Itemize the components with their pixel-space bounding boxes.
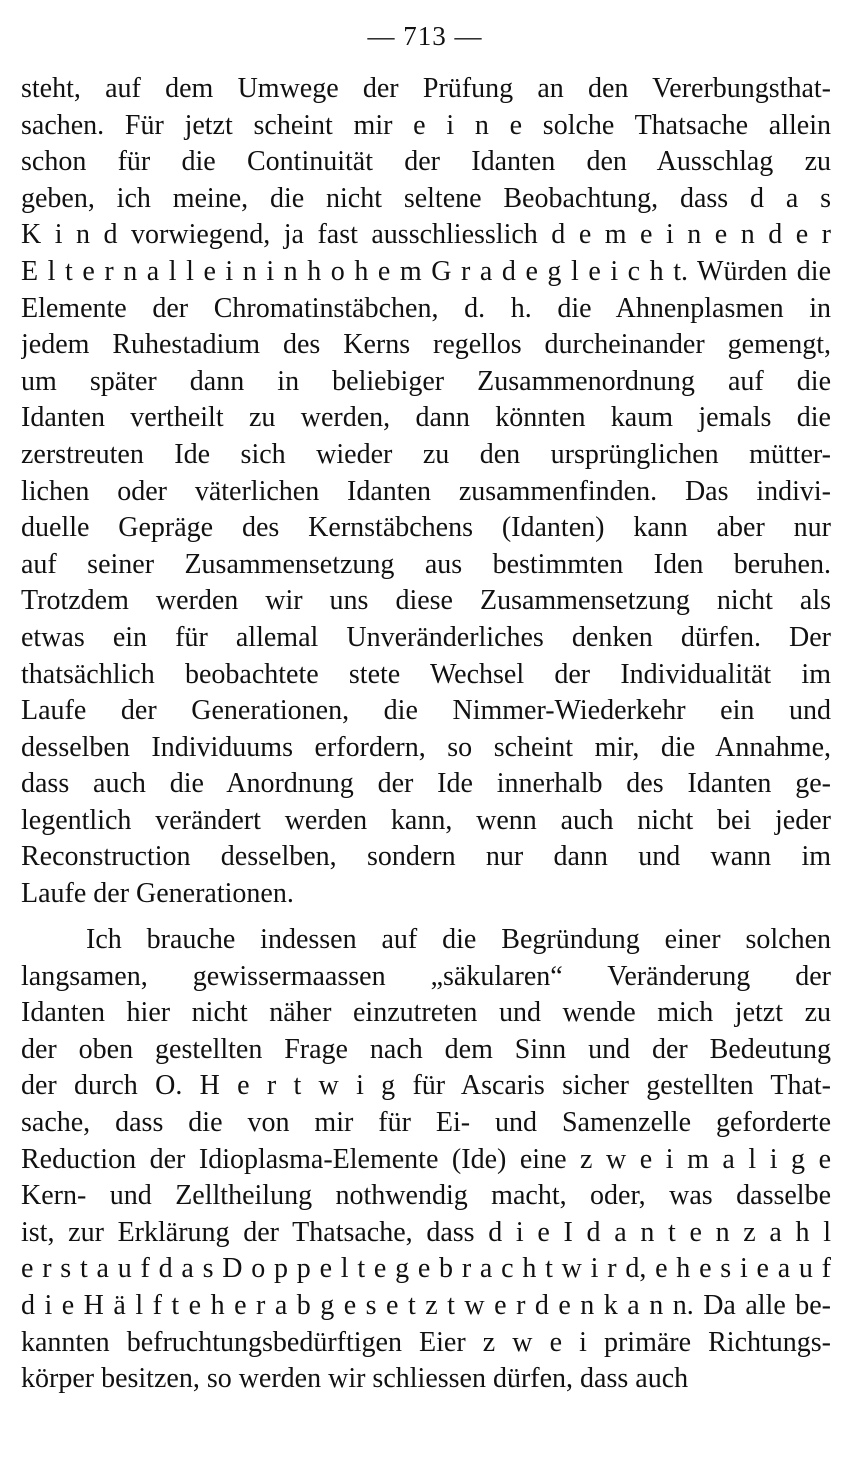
text-line: schon für die Continuität der Idanten den Ausschlag zu (21, 146, 831, 178)
text-line: etwas ein für allemal Unveränderliches denken dürfen. Der (21, 621, 831, 653)
page-number: — 713 — (367, 21, 483, 51)
text-line: e r s t a u f d a s D o p p e l t e g e b r a c h t w i r d, e h e s i e a u f (21, 1253, 831, 1285)
paragraph-2 (21, 922, 831, 1398)
text-line: Elemente der Chromatinstäbchen, d. h. die Ahnenplasmen in (21, 292, 831, 324)
text-line: der durch O. H e r t w i g für Ascaris sicher gestellten That- (21, 1070, 831, 1102)
text-line: Kern- und Zelltheilung nothwendig macht, oder, was dasselbe (21, 1180, 831, 1212)
text-line: sachen. Für jetzt scheint mir e i n e solche Thatsache allein (21, 109, 831, 141)
text-line: geben, ich meine, die nicht seltene Beobachtung, dass d a s (21, 182, 831, 214)
paragraph-1 (21, 71, 831, 913)
text-line: Reduction der Idioplasma-Elemente (Ide) eine z w e i m a l i g e (21, 1143, 831, 1175)
text-line: Idanten vertheilt zu werden, dann könnten kaum jemals die (21, 402, 831, 434)
text-line: jedem Ruhestadium des Kerns regellos durcheinander gemengt, (21, 329, 831, 361)
text-line: auf seiner Zusammensetzung aus bestimmten Iden beruhen. (21, 548, 831, 580)
text-line: Laufe der Generationen, die Nimmer-Wiederkehr ein und (21, 695, 831, 727)
text-line: lichen oder väterlichen Idanten zusammenfinden. Das indivi- (21, 475, 831, 507)
text-line: duelle Gepräge des Kernstäbchens (Idanten) kann aber nur (21, 512, 831, 544)
text-line: kannten befruchtungsbedürftigen Eier z w e i primäre Richtungs- (21, 1326, 831, 1358)
text-line: zerstreuten Ide sich wieder zu den ursprünglichen mütter- (21, 438, 831, 470)
text-line: d i e H ä l f t e h e r a b g e s e t z t w e r d e n k a n n. Da alle be- (21, 1289, 831, 1321)
text-line: Idanten hier nicht näher einzutreten und wende mich jetzt zu (21, 997, 831, 1029)
text-line: legentlich verändert werden kann, wenn auch nicht bei jeder (21, 804, 831, 836)
text-line: Trotzdem werden wir uns diese Zusammensetzung nicht als (21, 585, 831, 617)
text-line: körper besitzen, so werden wir schliessen dürfen, dass auch (21, 1363, 689, 1395)
text-line: Reconstruction desselben, sondern nur dann und wann im (21, 841, 831, 873)
text-line: E l t e r n a l l e i n i n h o h e m G r a d e g l e i c h t. Würden die (21, 255, 831, 287)
text-line: langsamen, gewissermaassen „säkularen“ Veränderung der (21, 960, 831, 992)
text-line: Ich brauche indessen auf die Begründung einer solchen (86, 924, 831, 955)
text-line: ist, zur Erklärung der Thatsache, dass d i e I d a n t e n z a h l (21, 1216, 831, 1248)
text-line: dass auch die Anordnung der Ide innerhalb des Idanten ge- (21, 768, 831, 800)
text-line: Laufe der Generationen. (21, 878, 294, 910)
text-line: um später dann in beliebiger Zusammenordnung auf die (21, 365, 831, 397)
text-line: thatsächlich beobachtete stete Wechsel der Individualität im (21, 658, 831, 690)
text-line: K i n d vorwiegend, ja fast ausschliesslich d e m e i n e n d e r (21, 219, 831, 251)
text-line: steht, auf dem Umwege der Prüfung an den Vererbungsthat- (21, 73, 831, 104)
text-line: sache, dass die von mir für Ei- und Samenzelle geforderte (21, 1106, 831, 1138)
text-line: desselben Individuums erfordern, so scheint mir, die Annahme, (21, 731, 831, 763)
text-line: der oben gestellten Frage nach dem Sinn und der Bedeutung (21, 1033, 831, 1065)
